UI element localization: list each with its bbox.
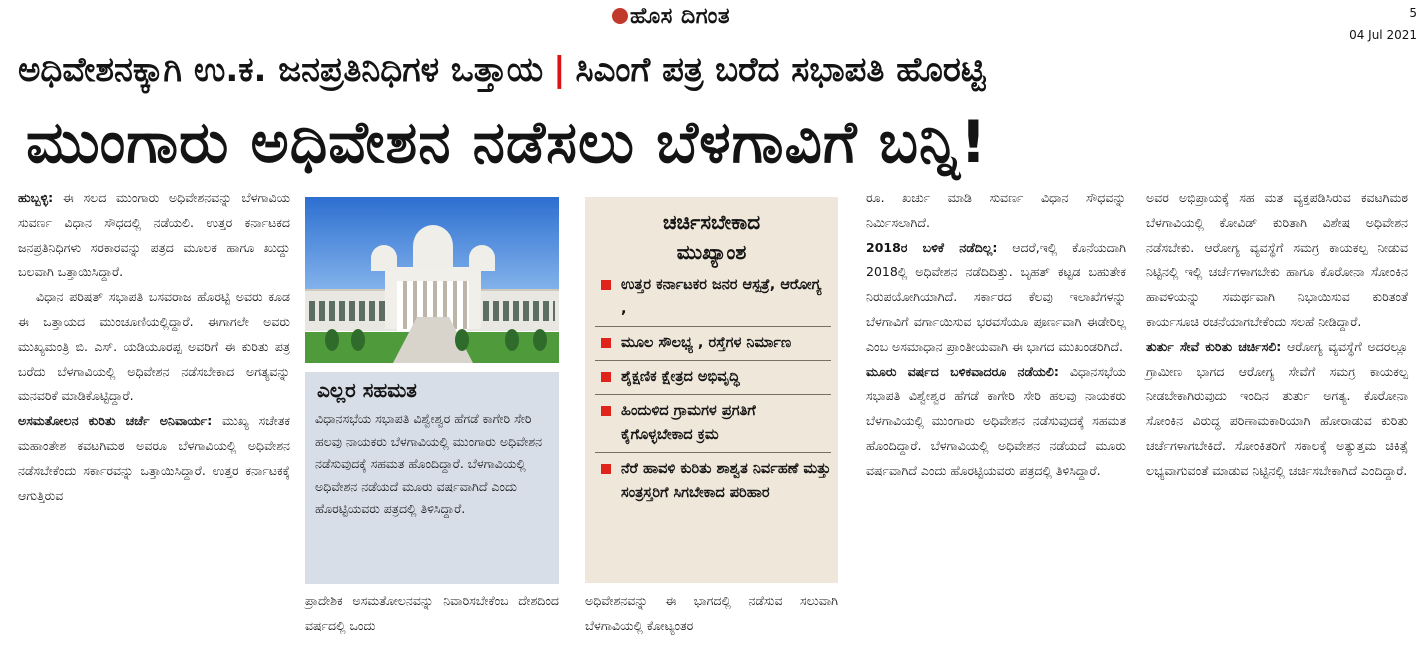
dateline: ಹುಬ್ಬಳ್ಳಿ: <box>18 190 54 205</box>
logo-text: ಹೊಸ ದಿಗಂತ <box>630 4 731 29</box>
topic-text: ಉತ್ತರ ಕರ್ನಾಟಕರ ಜನರ ಆಸ್ಪತ್ರೆ, ಆರೋಗ್ಯ , <box>621 277 822 317</box>
article-column-1 <box>18 186 290 508</box>
col5-lead-2: ತುರ್ತು ಸೇವೆ ಕುರಿತು ಚರ್ಚಿಸಲಿ: <box>1146 338 1282 354</box>
col4-lead-2: 2018ರ ಬಳಿಕೆ ನಡೆದಿಲ್ಲ: <box>866 239 998 255</box>
bullet-square-icon <box>601 406 611 416</box>
main-headline: ಮುಂಗಾರು ಅಧಿವೇಶನ ನಡೆಸಲು ಬೆಳಗಾವಿಗೆ ಬನ್ನಿ! <box>26 108 988 176</box>
newspaper-logo <box>612 4 730 29</box>
col5-para-2: ಆರೋಗ್ಯ ವ್ಯವಸ್ಥೆಗೆ ಅದರಲ್ಲೂ ಗ್ರಾಮೀಣ ಭಾಗದ ಆರೋಗ್ಯ ಸೇವೆಗೆ ಸಮಗ್ರ ಕಾಯಕಲ್ಪ ನೀಡಬೇಕಾಗಿರುವುದು ಇಂದಿನ ತುರ್ತು ಅಗತ್ಯ. ಕೊರೋನಾ ಸೋಂಕಿನ ವಿರುದ್ಧ ಪರಿಣಾಮಕಾರಿಯಾಗಿ ಹೋರಾಡುವ ಕುರಿತು ಚರ್ಚೆಗಳಾಗಬೇಕಿದೆ. ಸೋಂಕಿತರಿಗೆ ಸಕಾಲಕ್ಕೆ ಅತ್ಯುತ್ತಮ ಚಿಕಿತ್ಸೆ ಲಭ್ಯವಾಗುವಂತೆ ಮಾಡುವ ನಿಟ್ಟಿನಲ್ಲಿ ಚರ್ಚಿಸಬೇಕಾಗಿದೆ ಎಂದಿದ್ದಾರೆ. <box>1146 338 1408 478</box>
topics-title-line-2: ಮುಖ್ಯಾಂಶ <box>676 240 747 264</box>
topic-item <box>595 395 831 453</box>
topic-text: ಮೂಲ ಸೌಲಭ್ಯ , ರಸ್ತೆಗಳ ನಿರ್ಮಾಣ <box>621 335 792 351</box>
col2-bottom-text: ಪ್ರಾದೇಶಿಕ ಅಸಮತೋಲನವನ್ನು ನಿವಾರಿಸಬೇಕೆಂಬ ದೇಶದಿಂದ ವರ್ಷದಲ್ಲಿ ಒಂದು <box>305 593 559 633</box>
page-number: 5 <box>1409 6 1417 20</box>
col1-para-2: ವಿಧಾನ ಪರಿಷತ್ ಸಭಾಪತಿ ಬಸವರಾಜ ಹೊರಟ್ಟಿ ಅವರು ಕೂಡ ಈ ಒತ್ತಾಯದ ಮುಂಚೂಣಿಯಲ್ಲಿದ್ದಾರೆ. ಈಗಾಗಲೇ ಅವರು ಮುಖ್ಯಮಂತ್ರಿ ಬಿ. ಎಸ್. ಯಡಿಯೂರಪ್ಪ ಅವರಿಗೆ ಈ ಕುರಿತು ಪತ್ರ ಬರೆದು ಬೆಳಗಾವಿಯಲ್ಲಿ ಅಧಿವೇಶನ ನಡೆಸಬೇಕಾದ ಅಗತ್ಯವನ್ನು ಮನವರಿಕೆ ಮಾಡಿಕೊಟ್ಟಿದ್ದಾರೆ. <box>18 289 290 404</box>
col1-para-1: ಈ ಸಲದ ಮುಂಗಾರು ಅಧಿವೇಶನವನ್ನು ಬೆಳಗಾವಿಯ ಸುವರ್ಣ ವಿಧಾನ ಸೌಧದಲ್ಲಿ ನಡೆಯಲಿ. ಉತ್ತರ ಕರ್ನಾಟಕದ ಜನಪ್ರತಿನಿಧಿಗಳು ಸರಕಾರವನ್ನು ಪತ್ರದ ಮೂಲಕ ಹಾಗೂ ಖುದ್ದು ಬಲವಾಗಿ ಒತ್ತಾಯಿಸಿದ್ದಾರೆ. <box>18 190 290 280</box>
bullet-square-icon <box>601 280 611 290</box>
topic-text: ಹಿಂದುಳಿದ ಗ್ರಾಮಗಳ ಪ್ರಗತಿಗೆ ಕೈಗೊಳ್ಳಬೇಕಾದ ಕ್ರಮ <box>621 403 756 443</box>
topic-text: ಶೈಕ್ಷಣಿಕ ಕ್ಷೇತ್ರದ ಅಭಿವೃದ್ಧಿ <box>621 369 740 385</box>
bullet-square-icon <box>601 338 611 348</box>
col1-para-3: ಮುಖ್ಯ ಸಚೇತಕ ಮಹಾಂತೇಶ ಕವಟಗಿಮಠ ಅವರೂ ಬೆಳಗಾವಿಯಲ್ಲಿ ಅಧಿವೇಶನ ನಡೆಸಬೇಕೆಂದು ಸರ್ಕಾರವನ್ನು ಒತ್ತಾಯಿಸಿದ್ದಾರೆ. ಉತ್ತರ ಕರ್ನಾಟಕಕ್ಕೆ ಆಗುತ್ತಿರುವ <box>18 413 291 503</box>
kicker-headline <box>18 50 1318 90</box>
col4-para-1: ರೂ. ಖರ್ಚು ಮಾಡಿ ಸುವರ್ಣ ವಿಧಾನ ಸೌಧವನ್ನು ನಿರ್ಮಿಸಲಾಗಿದೆ. <box>866 190 1126 230</box>
col5-para-1: ಅವರ ಅಭಿಪ್ರಾಯಕ್ಕೆ ಸಹ ಮತ ವ್ಯಕ್ತಪಡಿಸಿರುವ ಕವಟಗಿಮಠ ಬೆಳಗಾವಿಯಲ್ಲಿ ಕೋವಿಡ್ ಕುರಿತಾಗಿ ವಿಶೇಷ ಅಧಿವೇಶನ ನಡೆಸಬೇಕು. ಆರೋಗ್ಯ ವ್ಯವಸ್ಥೆಗೆ ಸಮಗ್ರ ಕಾಯಕಲ್ಪ ನೀಡುವ ನಿಟ್ಟಿನಲ್ಲಿ ಇಲ್ಲಿ ಚರ್ಚೆಗಳಾಗಬೇಕು ಹಾಗೂ ಕೊರೋನಾ ಸೋಂಕಿನ ಹಾವಳಿಯನ್ನು ಸಮರ್ಥವಾಗಿ ನಿಭಾಯಿಸುವ ಕುರಿತಂತೆ ಕಾರ್ಯಸೂಚಿ ರಚನೆಯಾಗಬೇಕೆಂದು ಸಲಹೆ ನೀಡಿದ್ದಾರೆ. <box>1146 190 1408 329</box>
topic-item <box>595 327 831 361</box>
masthead <box>0 2 1423 42</box>
topic-item <box>595 361 831 395</box>
article-column-4 <box>866 186 1126 484</box>
col3-bottom-text: ಅಧಿವೇಶನವನ್ನು ಈ ಭಾಗದಲ್ಲಿ ನಡೆಸುವ ಸಲುವಾಗಿ ಬೆಳಗಾವಿಯಲ್ಲಿ ಕೋಟ್ಯಂತರ <box>585 593 838 633</box>
kicker-right: ಸಿಎಂಗೆ ಪತ್ರ ಬರೆದ ಸಭಾಪತಿ ಹೊರಟ್ಟಿ <box>575 50 986 90</box>
topics-box <box>585 197 838 583</box>
article-column-5 <box>1146 186 1408 484</box>
topics-title-line-1: ಚರ್ಚಿಸಬೇಕಾದ <box>662 210 761 234</box>
topics-list <box>595 269 831 510</box>
topic-item <box>595 269 831 327</box>
col4-para-2: ಆದರೆ,ಇಲ್ಲಿ ಕೊನೆಯದಾಗಿ 2018ಲ್ಲಿ ಅಧಿವೇಶನ ನಡೆದಿದಿತ್ತು. ಬೃಹತ್ ಕಟ್ಟಡ ಬಹುತೇಕ ನಿರುಪಯೋಗಿಯಾಗಿದೆ. ಸರ್ಕಾರದ ಕೆಲವು ಇಲಾಖೆಗಳನ್ನು ಬೆಳಗಾವಿಗೆ ವರ್ಗಾಯಿಸುವ ಭರವಸೆಯೂ ಪೂರ್ಣವಾಗಿ ಈಡೇರಿಲ್ಲ ಎಂಬ ಅಸಮಾಧಾನ ಪ್ರಾಂತೀಯವಾಗಿ ಈ ಭಾಗದ ಮುಖಂಡರಿಗಿದೆ. <box>866 239 1126 354</box>
vidhana-soudha-photo <box>305 197 559 363</box>
consensus-box-text: ವಿಧಾನಸಭೆಯ ಸಭಾಪತಿ ವಿಶ್ವೇಶ್ವರ ಹೆಗಡೆ ಕಾಗೇರಿ ಸೇರಿ ಹಲವು ನಾಯಕರು ಬೆಳಗಾವಿಯಲ್ಲಿ ಮುಂಗಾರು ಅಧಿವೇಶನ ನಡೆಸುವುದಕ್ಕೆ ಸಹಮತ ಹೊಂದಿದ್ದಾರೆ. ಬೆಳಗಾವಿಯಲ್ಲಿ ಅಧಿವೇಶನ ನಡೆಯದೆ ಮೂರು ವರ್ಷವಾಗಿದೆ ಎಂದು ಹೊರಟ್ಟಿಯವರು ಪತ್ರದಲ್ಲಿ ತಿಳಿಸಿದ್ದಾರೆ. <box>315 411 543 517</box>
page-date: 04 Jul 2021 <box>1349 28 1417 42</box>
kicker-separator: | <box>553 50 566 90</box>
kicker-left: ಅಧಿವೇಶನಕ್ಕಾಗಿ ಉ.ಕ. ಜನಪ್ರತಿನಿಧಿಗಳ ಒತ್ತಾಯ <box>18 50 544 90</box>
consensus-box-title: ಎಲ್ಲರ ಸಹಮತ <box>317 378 417 402</box>
col4-para-3: ವಿಧಾನಸಭೆಯ ಸಭಾಪತಿ ವಿಶ್ವೇಶ್ವರ ಹೆಗಡೆ ಕಾಗೇರಿ ಸೇರಿ ಹಲವು ನಾಯಕರು ಬೆಳಗಾವಿಯಲ್ಲಿ ಮುಂಗಾರು ಅಧಿವೇಶನ ನಡೆಸುವುದಕ್ಕೆ ಸಹಮತ ಹೊಂದಿದ್ದಾರೆ. ಬೆಳಗಾವಿಯಲ್ಲಿ ಅಧಿವೇಶನ ನಡೆಯದೆ ಮೂರು ವರ್ಷವಾಗಿದೆ ಎಂದು ಹೊರಟ್ಟಿಯವರು ಪತ್ರದಲ್ಲಿ ತಿಳಿಸಿದ್ದಾರೆ. <box>866 363 1126 478</box>
col4-lead-3: ಮೂರು ವರ್ಷದ ಬಳಿಕವಾದರೂ ನಡೆಯಲಿ: <box>866 363 1059 379</box>
consensus-box <box>305 372 559 584</box>
bullet-square-icon <box>601 372 611 382</box>
col1-subhead: ಅಸಮತೋಲನ ಕುರಿತು ಚರ್ಚೆ ಅನಿವಾರ್ಯ: <box>18 413 213 429</box>
topic-item <box>595 453 831 510</box>
bullet-square-icon <box>601 464 611 474</box>
topics-box-title <box>585 207 838 267</box>
topic-text: ನೆರೆ ಹಾವಳಿ ಕುರಿತು ಶಾಶ್ವತ ನಿರ್ವಹಣೆ ಮತ್ತು ಸಂತ್ರಸ್ತರಿಗೆ ಸಿಗಬೇಕಾದ ಪರಿಹಾರ <box>621 461 831 501</box>
logo-icon <box>612 8 628 24</box>
